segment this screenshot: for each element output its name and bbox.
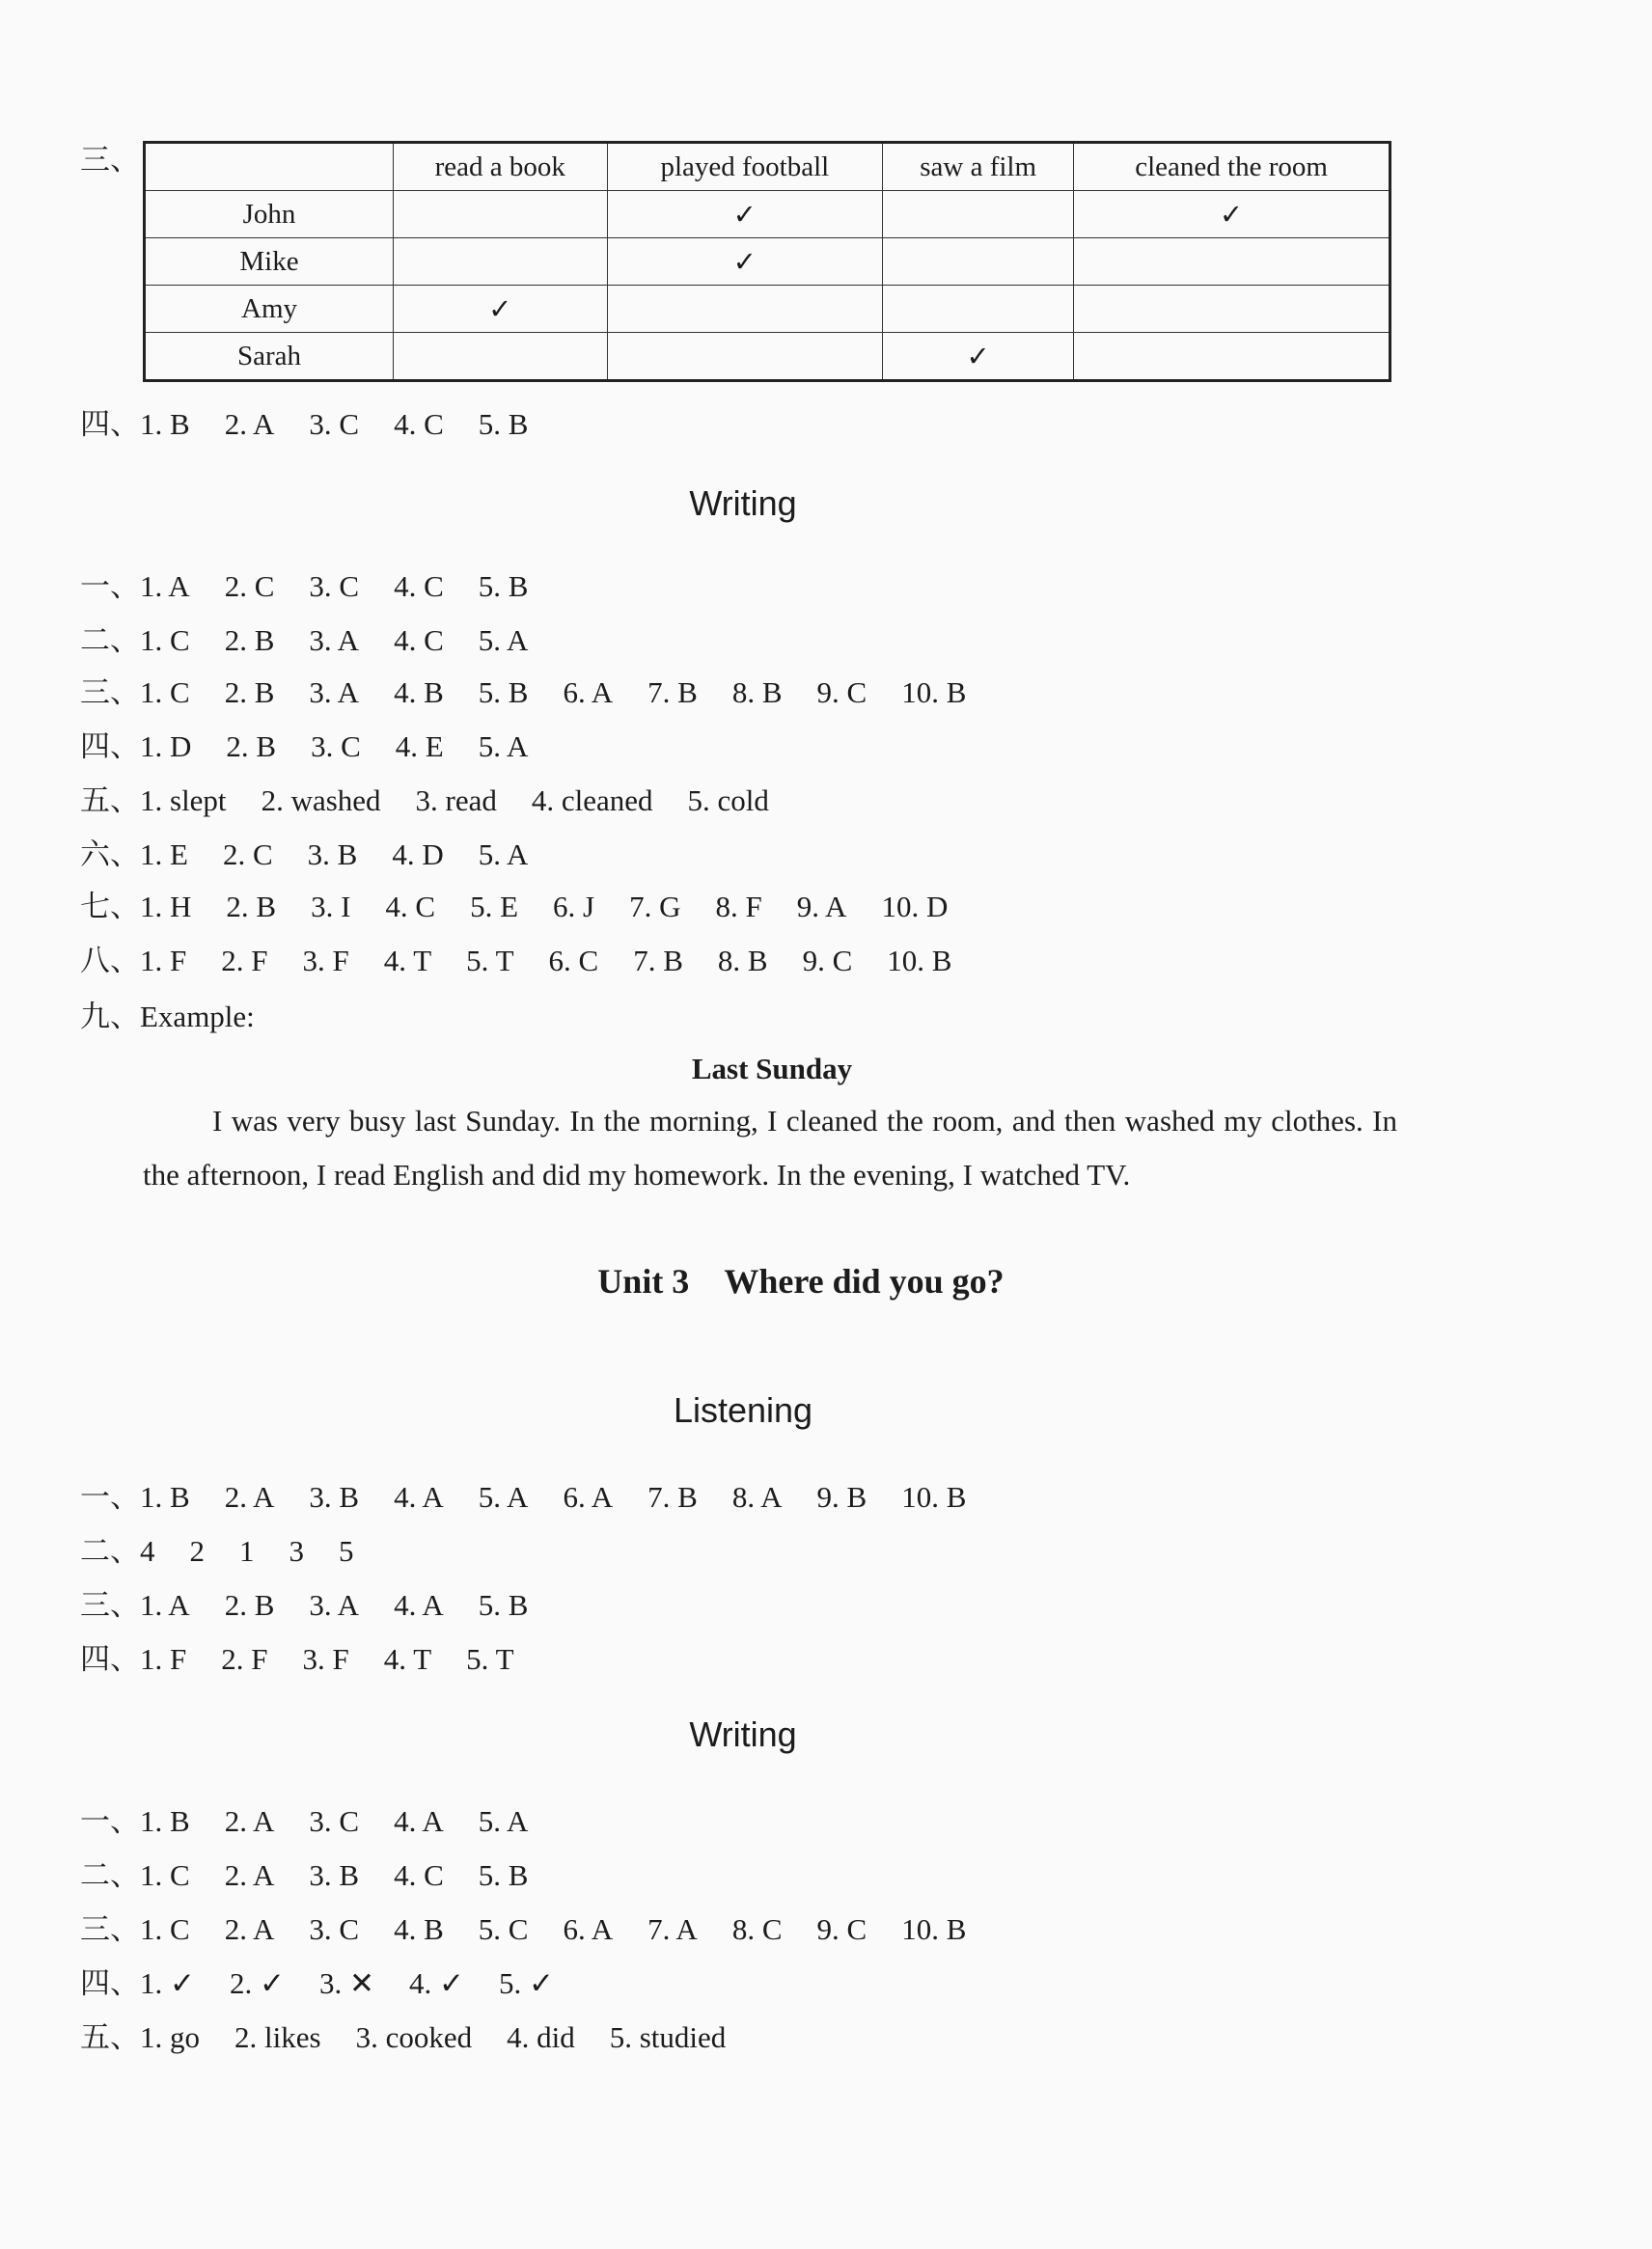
answer-item: 4. C <box>394 407 444 441</box>
section-heading: Writing <box>689 483 797 523</box>
answer-item: 2. A <box>224 1912 275 1946</box>
answer-item: 1. C <box>140 1858 190 1892</box>
answer-line <box>80 621 563 660</box>
section-number: 三、 <box>80 1912 140 1946</box>
answer-item: 5. B <box>478 569 529 603</box>
table-cell: ✓ <box>1074 191 1390 238</box>
answer-item: 5. T <box>466 944 514 977</box>
answer-item: 2. A <box>224 1804 275 1838</box>
answer-item: 1. A <box>140 569 190 603</box>
answer-item: 2. washed <box>261 783 381 817</box>
answer-item: 7. A <box>647 1912 698 1946</box>
answer-item: 4. A <box>394 1588 444 1622</box>
table-cell <box>1074 238 1390 286</box>
answer-item: 5. B <box>478 1588 529 1622</box>
table-cell <box>883 238 1074 286</box>
answer-line <box>80 727 563 766</box>
section-number: 四、 <box>80 1966 140 2000</box>
table-cell <box>1074 286 1390 333</box>
answer-item: 4. T <box>383 944 432 977</box>
answer-item: 3. read <box>415 783 497 817</box>
answer-item: 1. H <box>140 890 192 923</box>
table-header-cell: saw a film <box>883 143 1074 191</box>
answer-item: 1. B <box>140 407 190 441</box>
answer-item: 1. A <box>140 1588 190 1622</box>
section-number: 一、 <box>80 569 140 603</box>
section-number: 四、 <box>80 1642 140 1676</box>
answer-line <box>80 1910 1001 1949</box>
answer-item: 2. C <box>222 837 273 871</box>
answer-line <box>80 888 982 926</box>
answer-line <box>80 1586 563 1625</box>
answer-line <box>80 405 563 444</box>
answer-item: 5. B <box>478 1858 529 1892</box>
answer-line <box>80 673 1001 712</box>
answer-item: 3 <box>289 1534 304 1568</box>
answer-item: 5 <box>339 1534 354 1568</box>
answer-item: 9. C <box>802 944 853 977</box>
answer-item: 2. F <box>221 1642 268 1676</box>
answer-item: 4. C <box>385 890 436 923</box>
answer-item: 3. I <box>311 890 351 923</box>
section-number: 六、 <box>80 837 140 871</box>
answer-item: 1. go <box>140 2020 200 2054</box>
answer-item: 5. B <box>478 675 529 709</box>
table-cell <box>883 191 1074 238</box>
answer-item: 1. ✓ <box>140 1966 195 2000</box>
answer-item: 7. B <box>647 675 698 709</box>
answer-line <box>80 1532 389 1571</box>
unit-title <box>0 1260 1602 1303</box>
answer-line <box>80 567 563 606</box>
answer-item: 5. A <box>478 837 529 871</box>
table-header-cell <box>145 143 394 191</box>
example-label: 九、Example: <box>80 1000 255 1033</box>
answer-item: 5. C <box>478 1912 529 1946</box>
table-row <box>145 191 1390 238</box>
answer-item: 3. C <box>309 569 360 603</box>
answer-item: 9. C <box>816 1912 867 1946</box>
answer-item: 5. A <box>478 623 529 657</box>
answer-item: 8. C <box>731 1912 783 1946</box>
table-cell <box>607 286 883 333</box>
answer-item: 3. C <box>309 407 360 441</box>
section-number: 二、 <box>80 1534 140 1568</box>
answer-item: 1. C <box>140 623 190 657</box>
answer-item: 4 <box>140 1534 155 1568</box>
table-cell: ✓ <box>883 333 1074 381</box>
answer-item: 9. B <box>816 1480 867 1514</box>
answer-item: 2. B <box>224 675 275 709</box>
answer-item: 3. A <box>309 623 360 657</box>
answer-item: 3. A <box>309 1588 360 1622</box>
answer-line <box>80 1856 563 1895</box>
section-number: 三、 <box>80 675 140 709</box>
answer-item: 7. B <box>633 944 683 977</box>
section-number: 二、 <box>80 1858 140 1892</box>
answer-item: 2. B <box>226 890 277 923</box>
section-number: 五、 <box>80 783 140 817</box>
table-cell: ✓ <box>394 286 608 333</box>
answer-item: 9. A <box>796 890 847 923</box>
answer-item: 3. C <box>309 1804 360 1838</box>
answer-item: 1. C <box>140 1912 190 1946</box>
answer-item: 1. B <box>140 1804 190 1838</box>
table-cell <box>394 333 608 381</box>
answer-item: 8. B <box>717 944 768 977</box>
essay-title: Last Sunday <box>691 1052 853 1085</box>
answer-item: 1 <box>239 1534 255 1568</box>
answer-line <box>80 1478 1001 1517</box>
answer-item: 1. C <box>140 675 190 709</box>
answer-item: 4. cleaned <box>531 783 653 817</box>
answer-item: 6. C <box>548 944 599 977</box>
table-cell: ✓ <box>607 238 883 286</box>
table-cell <box>883 286 1074 333</box>
answer-item: 3. cooked <box>355 2020 473 2054</box>
answer-item: 5. B <box>478 407 529 441</box>
answer-item: 2 <box>189 1534 205 1568</box>
answer-item: 1. E <box>140 837 188 871</box>
answer-item: 5. E <box>470 890 519 923</box>
answer-item: 4. C <box>394 1858 444 1892</box>
answer-item: 4. ✓ <box>408 1966 464 2000</box>
row-name: John <box>145 191 394 238</box>
answer-item: 4. T <box>383 1642 432 1676</box>
answer-item: 7. B <box>647 1480 698 1514</box>
answer-item: 3. C <box>309 1912 360 1946</box>
section-number: 一、 <box>80 1480 140 1514</box>
row-name: Sarah <box>145 333 394 381</box>
answer-item: 5. cold <box>687 783 769 817</box>
answer-item: 4. C <box>394 623 444 657</box>
table-cell <box>1074 333 1390 381</box>
row-name: Amy <box>145 286 394 333</box>
answer-item: 2. F <box>221 944 268 977</box>
answer-item: 3. F <box>302 1642 349 1676</box>
answer-item: 3. F <box>302 944 349 977</box>
answer-item: 3. B <box>309 1480 360 1514</box>
answer-item: 8. F <box>715 890 762 923</box>
section-heading: Listening <box>673 1390 813 1430</box>
table-cell <box>607 333 883 381</box>
answer-item: 1. slept <box>140 783 227 817</box>
answer-item: 2. likes <box>234 2020 321 2054</box>
table-row <box>145 333 1390 381</box>
answer-item: 4. A <box>394 1804 444 1838</box>
answer-item: 9. C <box>816 675 867 709</box>
answer-item: 3. B <box>309 1858 360 1892</box>
unit-name: Where did you go? <box>724 1262 1005 1301</box>
answer-item: 4. E <box>395 729 444 763</box>
unit-number: Unit 3 <box>597 1262 690 1301</box>
answer-line <box>80 942 986 980</box>
answer-item: 4. A <box>394 1480 444 1514</box>
answer-line <box>80 1964 589 2003</box>
answer-item: 2. A <box>224 407 275 441</box>
answer-item: 2. B <box>226 729 277 763</box>
table-cell: ✓ <box>607 191 883 238</box>
answer-item: 4. C <box>394 569 444 603</box>
answer-item: 4. did <box>507 2020 575 2054</box>
answer-line <box>80 1640 549 1679</box>
answer-item: 2. B <box>224 623 275 657</box>
answer-item: 5. A <box>478 1480 529 1514</box>
answer-item: 6. A <box>563 1480 614 1514</box>
section-number: 四、 <box>80 729 140 763</box>
table-row <box>145 286 1390 333</box>
answer-item: 6. A <box>563 1912 614 1946</box>
answer-item: 10. B <box>901 675 967 709</box>
section-number: 一、 <box>80 1804 140 1838</box>
answer-item: 3. C <box>311 729 361 763</box>
answer-item: 4. B <box>394 675 444 709</box>
answer-item: 5. studied <box>609 2020 727 2054</box>
answer-item: 2. ✓ <box>229 1966 285 2000</box>
table-header-cell: cleaned the room <box>1074 143 1390 191</box>
answer-item: 8. B <box>731 675 783 709</box>
table-header-cell: read a book <box>394 143 608 191</box>
table-cell <box>394 238 608 286</box>
answer-line <box>80 836 563 874</box>
table-header-cell: played football <box>607 143 883 191</box>
section-label: 三、 <box>80 143 140 177</box>
answer-item: 1. F <box>140 944 187 977</box>
answer-item: 5. ✓ <box>498 1966 554 2000</box>
answer-item: 3. A <box>309 675 360 709</box>
section-heading: Writing <box>689 1714 797 1754</box>
answer-item: 1. D <box>140 729 192 763</box>
answer-item: 10. D <box>881 890 949 923</box>
answer-line <box>80 2018 760 2057</box>
answer-item: 3. ✕ <box>318 1966 374 2000</box>
answer-item: 4. B <box>394 1912 444 1946</box>
section-number: 四、 <box>80 407 140 441</box>
answer-item: 5. A <box>478 1804 529 1838</box>
table-row <box>145 238 1390 286</box>
section-number: 七、 <box>80 890 140 923</box>
answer-item: 6. A <box>563 675 614 709</box>
activity-table <box>143 141 1391 382</box>
answer-line <box>80 782 804 820</box>
answer-item: 10. B <box>887 944 952 977</box>
answer-item: 8. A <box>731 1480 783 1514</box>
answer-item: 3. B <box>307 837 358 871</box>
answer-item: 2. B <box>224 1588 275 1622</box>
answer-item: 2. C <box>224 569 275 603</box>
answer-line <box>80 1802 563 1841</box>
table-cell <box>394 191 608 238</box>
answer-item: 5. A <box>478 729 529 763</box>
section-number: 八、 <box>80 944 140 977</box>
answer-item: 5. T <box>466 1642 514 1676</box>
answer-item: 10. B <box>901 1912 967 1946</box>
essay-text: I was very busy last Sunday. In the morning, I cleaned the room, and then washed my clothes. In the afternoon, I read English and did my homework. In the evening, I watched TV. <box>143 1104 1397 1192</box>
answer-item: 2. A <box>224 1480 275 1514</box>
row-name: Mike <box>145 238 394 286</box>
section-number: 三、 <box>80 1588 140 1622</box>
answer-item: 1. F <box>140 1642 187 1676</box>
section-number: 二、 <box>80 623 140 657</box>
table-header-row <box>145 143 1390 191</box>
answer-item: 4. D <box>392 837 444 871</box>
answer-item: 6. J <box>553 890 595 923</box>
answer-item: 2. A <box>224 1858 275 1892</box>
answer-item: 1. B <box>140 1480 190 1514</box>
answer-item: 7. G <box>629 890 681 923</box>
answer-item: 10. B <box>901 1480 967 1514</box>
section-number: 五、 <box>80 2020 140 2054</box>
